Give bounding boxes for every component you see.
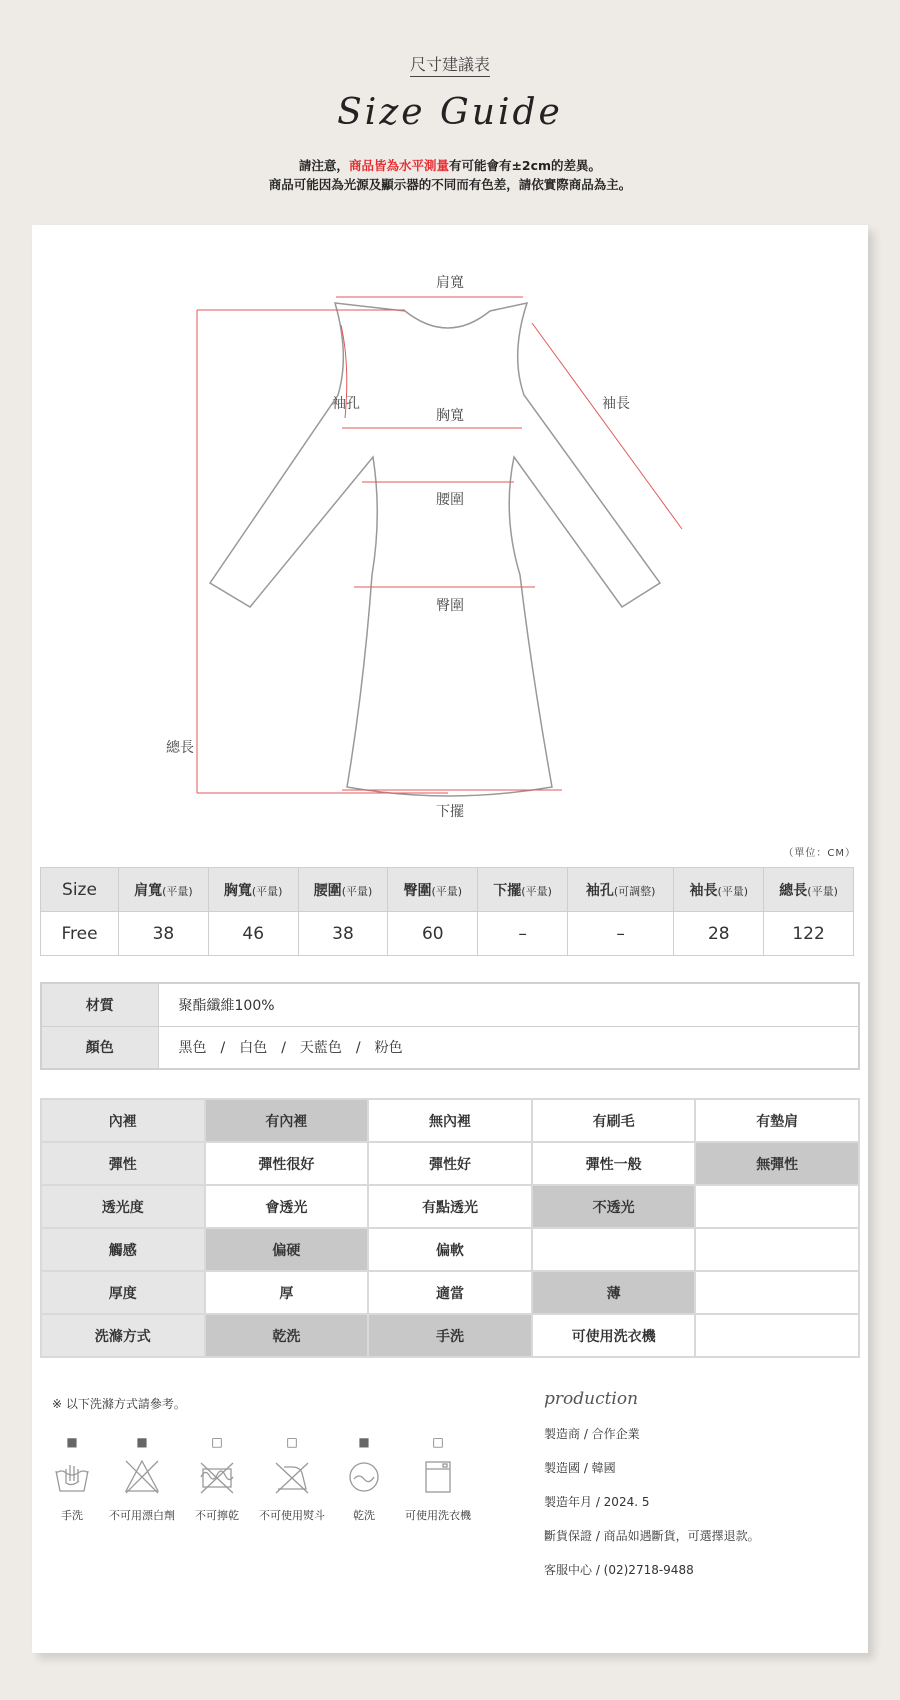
size-guide-card <box>32 225 868 1653</box>
size-table <box>40 867 854 956</box>
color-value: 黑色 / 白色 / 天藍色 / 粉色 <box>158 1026 859 1069</box>
dress-illustration <box>32 225 868 845</box>
production-title: production <box>544 1389 639 1409</box>
label-chest: 胸寬 <box>436 408 464 424</box>
wash-item-dry-clean <box>324 1433 404 1523</box>
no-wring-icon <box>197 1457 237 1497</box>
wash-item-no-bleach <box>102 1433 182 1523</box>
feature-row <box>41 1228 859 1271</box>
wash-mark: ■ <box>358 1435 370 1449</box>
hand-wash-icon <box>52 1457 92 1497</box>
unit-label: （單位：CM） <box>783 848 856 859</box>
feature-option: 偏軟 <box>368 1228 532 1271</box>
production-date: 製造年月 / 2024. 5 <box>544 1495 650 1509</box>
wash-item-no-iron <box>252 1433 332 1523</box>
label-waist: 腰圍 <box>436 492 464 508</box>
header-cell: 袖長(平量) <box>674 868 764 912</box>
size-cell: 122 <box>764 912 854 956</box>
feature-option: 薄 <box>532 1271 696 1314</box>
size-cell: 38 <box>298 912 388 956</box>
size-cell: 28 <box>674 912 764 956</box>
feature-option: 手洗 <box>368 1314 532 1357</box>
color-label: 顏色 <box>41 1026 158 1069</box>
size-cell: – <box>478 912 568 956</box>
size-cell: – <box>567 912 673 956</box>
feature-option: 有點透光 <box>368 1185 532 1228</box>
wash-label: 不可用漂白劑 <box>109 1509 175 1522</box>
feature-option: 有刷毛 <box>532 1099 696 1142</box>
no-iron-icon <box>272 1457 312 1497</box>
wash-mark: ■ <box>136 1435 148 1449</box>
size-cell: 60 <box>388 912 478 956</box>
header-cell: 總長(平量) <box>764 868 854 912</box>
wash-label: 不可使用熨斗 <box>259 1509 325 1522</box>
feature-option: 彈性一般 <box>532 1142 696 1185</box>
feature-row <box>41 1099 859 1142</box>
wash-label: 可使用洗衣機 <box>405 1509 471 1522</box>
wash-label: 不可擰乾 <box>195 1509 239 1522</box>
feature-option: 不透光 <box>532 1185 696 1228</box>
size-table-row <box>41 912 854 956</box>
feature-label: 彈性 <box>41 1142 205 1185</box>
feature-option: 乾洗 <box>205 1314 369 1357</box>
feature-label: 透光度 <box>41 1185 205 1228</box>
production-manufacturer: 製造商 / 合作企業 <box>544 1427 640 1441</box>
feature-option: 有內裡 <box>205 1099 369 1142</box>
wash-label: 手洗 <box>61 1509 83 1522</box>
feature-row <box>41 1271 859 1314</box>
wash-item-washing-machine <box>398 1433 478 1523</box>
label-length: 總長 <box>166 740 194 756</box>
label-hip: 臀圍 <box>436 598 464 614</box>
size-guide-subtitle: 尺寸建議表 <box>0 52 900 75</box>
wash-mark: □ <box>211 1435 223 1449</box>
label-armhole: 袖孔 <box>332 396 360 412</box>
feature-option: 無彈性 <box>695 1142 859 1185</box>
feature-table <box>40 1098 860 1358</box>
wash-mark: ■ <box>66 1435 78 1449</box>
wash-item-no-wring <box>177 1433 257 1523</box>
label-shoulder: 肩寬 <box>436 275 464 291</box>
dry-clean-icon <box>344 1457 384 1497</box>
feature-option <box>695 1228 859 1271</box>
material-value: 聚酯纖維100% <box>158 983 859 1026</box>
feature-option <box>695 1271 859 1314</box>
garment-diagram <box>32 225 868 845</box>
size-table-header <box>41 868 854 912</box>
feature-row <box>41 1185 859 1228</box>
feature-label: 內裡 <box>41 1099 205 1142</box>
feature-label: 厚度 <box>41 1271 205 1314</box>
feature-option: 彈性好 <box>368 1142 532 1185</box>
feature-label: 洗滌方式 <box>41 1314 205 1357</box>
production-service: 客服中心 / (02)2718-9488 <box>544 1563 694 1577</box>
label-hem: 下擺 <box>436 804 464 820</box>
wash-label: 乾洗 <box>353 1509 375 1522</box>
feature-option: 偏硬 <box>205 1228 369 1271</box>
size-cell: Free <box>41 912 119 956</box>
size-guide-title: Size Guide <box>337 92 563 133</box>
feature-option <box>695 1314 859 1357</box>
header-cell: 下擺(平量) <box>478 868 568 912</box>
feature-row <box>41 1142 859 1185</box>
washing-note: ※ 以下洗滌方式請參考。 <box>52 1397 186 1411</box>
production-country: 製造國 / 韓國 <box>544 1461 616 1475</box>
feature-option: 可使用洗衣機 <box>532 1314 696 1357</box>
header-cell: 臀圍(平量) <box>388 868 478 912</box>
header-cell: 袖孔(可調整) <box>567 868 673 912</box>
wash-mark: □ <box>432 1435 444 1449</box>
production-guarantee: 斷貨保證 / 商品如遇斷貨，可選擇退款。 <box>544 1529 760 1543</box>
feature-option <box>695 1185 859 1228</box>
wash-item-hand-wash <box>32 1433 112 1523</box>
header-cell: 胸寬(平量) <box>208 868 298 912</box>
washing-machine-icon <box>418 1457 458 1497</box>
no-bleach-icon <box>122 1457 162 1497</box>
wash-mark: □ <box>286 1435 298 1449</box>
size-cell: 46 <box>208 912 298 956</box>
material-table <box>40 982 860 1070</box>
label-sleeve: 袖長 <box>602 396 630 412</box>
feature-option: 厚 <box>205 1271 369 1314</box>
feature-row <box>41 1314 859 1357</box>
size-cell: 38 <box>119 912 209 956</box>
header-cell: 肩寬(平量) <box>119 868 209 912</box>
feature-option: 彈性很好 <box>205 1142 369 1185</box>
feature-option: 會透光 <box>205 1185 369 1228</box>
header-cell: 腰圍(平量) <box>298 868 388 912</box>
feature-option <box>532 1228 696 1271</box>
feature-option: 有墊肩 <box>695 1099 859 1142</box>
feature-label: 觸感 <box>41 1228 205 1271</box>
header-cell: Size <box>41 868 119 912</box>
material-label: 材質 <box>41 983 158 1026</box>
measurement-notice: 請注意，商品皆為水平測量有可能會有±2cm的差異。 商品可能因為光源及顯示器的不同而有色差，請依實際商品為主。 <box>268 158 632 192</box>
feature-option: 適當 <box>368 1271 532 1314</box>
feature-option: 無內裡 <box>368 1099 532 1142</box>
